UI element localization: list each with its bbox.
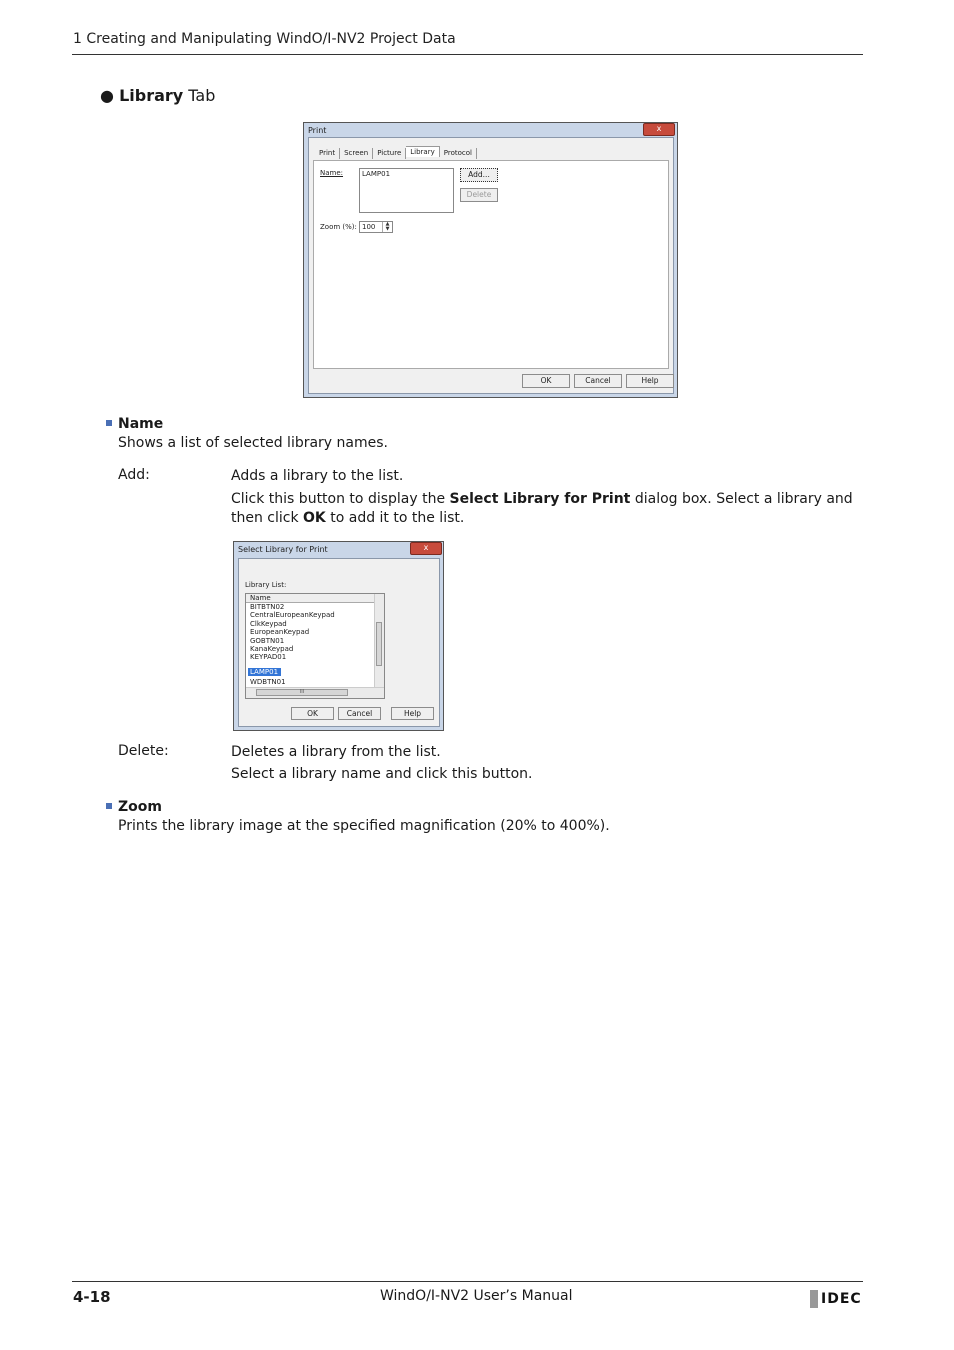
help-button[interactable]: Help <box>626 374 674 388</box>
column-header-name[interactable]: Name <box>246 594 374 603</box>
tab-protocol[interactable]: Protocol <box>440 148 477 159</box>
scroll-thumb[interactable] <box>376 622 382 666</box>
name-listbox[interactable] <box>359 168 454 213</box>
name-description: Shows a list of selected library names. <box>118 435 388 451</box>
section-title <box>100 86 215 105</box>
add-line1: Adds a library to the list. <box>231 468 404 484</box>
section-title-rest: Tab <box>183 86 216 105</box>
zoom-value: 100 <box>362 223 376 231</box>
list-item[interactable]: EuropeanKeypad <box>250 628 310 637</box>
section-bullet: ● <box>100 86 114 105</box>
add-line2-c: dialog box. Select a library and then click <box>231 491 853 526</box>
ok-button[interactable]: OK <box>291 707 334 720</box>
running-header: 1 Creating and Manipulating WindO/I-NV2 Project Data <box>73 31 456 47</box>
list-item[interactable]: WDBTN01 <box>250 677 286 686</box>
list-item[interactable]: KanaKeypad <box>250 644 294 653</box>
list-item[interactable]: BITBTN02 <box>250 603 285 611</box>
close-icon[interactable]: x <box>410 542 442 555</box>
manual-title: WindO/I-NV2 User’s Manual <box>380 1288 573 1304</box>
cancel-button[interactable]: Cancel <box>338 707 381 720</box>
add-term: Add: <box>118 467 150 483</box>
list-item[interactable]: GOBTN01 <box>250 636 285 645</box>
spin-arrows-icon[interactable]: ▲ ▼ <box>382 222 392 232</box>
tab-library[interactable]: Library <box>406 146 439 157</box>
select-dialog-title: Select Library for Print <box>238 545 328 554</box>
delete-term: Delete: <box>118 743 169 759</box>
delete-line1: Deletes a library from the list. <box>231 744 441 760</box>
select-dialog-body <box>238 558 440 727</box>
add-line2-b: Select Library for Print <box>449 491 631 507</box>
close-icon[interactable]: x <box>643 123 675 136</box>
header-rule <box>72 54 863 55</box>
brand-logo <box>810 1290 862 1308</box>
name-heading <box>106 416 163 432</box>
list-item[interactable]: LAMP01 <box>248 668 281 676</box>
footer-rule <box>72 1281 863 1282</box>
tab-print[interactable]: Print <box>315 148 340 159</box>
name-label: Name: <box>320 169 344 177</box>
list-item[interactable]: ClkKeypad <box>250 619 287 628</box>
page-number: 4-18 <box>73 1288 111 1306</box>
delete-button[interactable]: Delete <box>460 188 498 202</box>
cancel-button[interactable]: Cancel <box>574 374 622 388</box>
list-item[interactable]: KEYPAD01 <box>250 653 287 662</box>
hscroll-thumb[interactable]: III <box>256 689 348 696</box>
add-line2-e: to add it to the list. <box>325 510 465 526</box>
delete-line2: Select a library name and click this button. <box>231 766 533 782</box>
tab-strip <box>315 148 477 159</box>
zoom-description: Prints the library image at the specified magnification (20% to 400%). <box>118 818 610 834</box>
name-heading-text: Name <box>118 416 164 432</box>
logo-mark-icon <box>810 1290 818 1308</box>
vertical-scrollbar[interactable] <box>374 594 384 688</box>
zoom-heading <box>106 799 162 815</box>
select-library-dialog <box>233 541 444 731</box>
print-dialog-body <box>308 137 674 394</box>
zoom-stepper[interactable] <box>359 221 393 233</box>
list-item[interactable]: LAMP01 <box>362 170 391 178</box>
add-line2 <box>231 490 863 528</box>
library-items <box>248 603 374 686</box>
add-button[interactable]: Add... <box>460 168 498 182</box>
library-tab-panel <box>313 160 669 369</box>
add-line2-d: OK <box>303 510 326 526</box>
print-dialog <box>303 122 678 398</box>
tab-picture[interactable]: Picture <box>373 148 406 159</box>
square-bullet-icon <box>106 803 112 809</box>
ok-button[interactable]: OK <box>522 374 570 388</box>
brand-text: IDEC <box>821 1291 862 1307</box>
add-line2-a: Click this button to display the <box>231 491 450 507</box>
tab-screen[interactable]: Screen <box>340 148 373 159</box>
help-button[interactable]: Help <box>391 707 434 720</box>
square-bullet-icon <box>106 420 112 426</box>
section-title-bold: Library <box>119 86 184 105</box>
print-dialog-title: Print <box>308 126 327 135</box>
library-list-label: Library List: <box>245 581 287 589</box>
zoom-label: Zoom (%): <box>320 223 357 231</box>
library-list[interactable] <box>245 593 385 699</box>
zoom-heading-text: Zoom <box>118 799 162 815</box>
horizontal-scrollbar[interactable] <box>246 687 384 698</box>
list-item[interactable]: CentralEuropeanKeypad <box>250 611 335 620</box>
